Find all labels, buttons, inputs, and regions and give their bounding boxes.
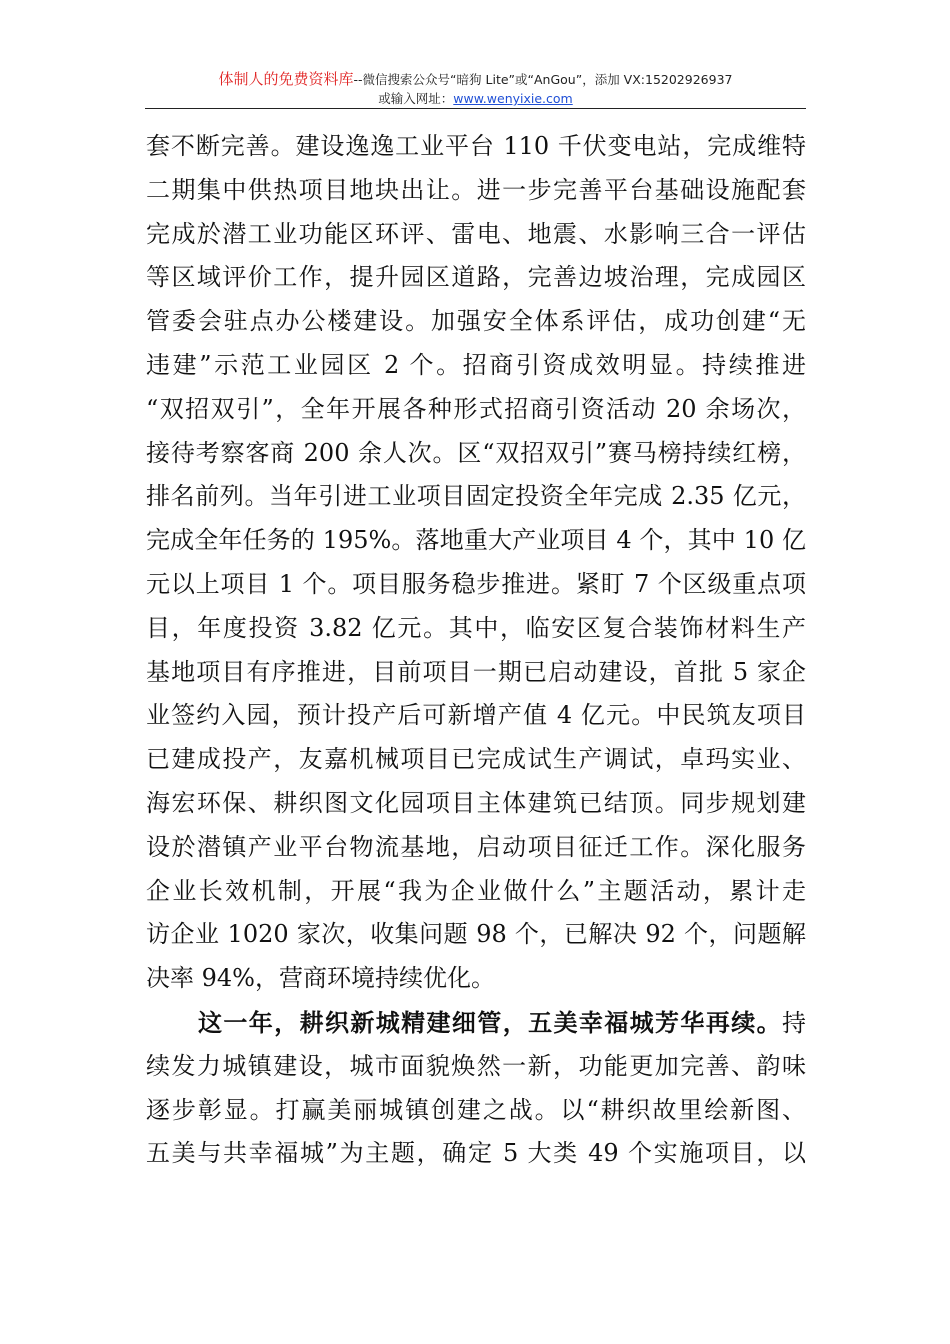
header-divider (145, 108, 806, 109)
text-line: 逐步彰显。打赢美丽城镇创建之战。以“耕织故里绘新图、 (146, 1095, 806, 1124)
text-line: 目，年度投资 3.82 亿元。其中，临安区复合装饰材料生产 (146, 613, 806, 642)
text-line: 海宏环保、耕织图文化园项目主体建筑已结顶。同步规划建 (146, 788, 806, 817)
text-line: 管委会驻点办公楼建设。加强安全体系评估，成功创建“无 (146, 307, 806, 336)
header-brand: 体制人的免费资料库 (218, 70, 354, 88)
text-line: “双招双引”，全年开展各种形式招商引资活动 20 余场次， (146, 394, 806, 423)
paragraph-2 (146, 1001, 806, 1176)
document-header (145, 70, 806, 108)
text-line: 业签约入园，预计投产后可新增产值 4 亿元。中民筑友项目 (146, 701, 806, 730)
text-line: 访企业 1020 家次，收集问题 98 个，已解决 92 个，问题解 (146, 920, 806, 949)
text-line: 套不断完善。建设逸逸工业平台 110 千伏变电站，完成维特 (146, 132, 806, 160)
text-line: 接待考察客商 200 余人次。区“双招双引”赛马榜持续红榜， (146, 438, 806, 467)
text-line: 完成全年任务的 195%。落地重大产业项目 4 个，其中 10 亿 (146, 526, 806, 555)
text-line: 五美与共幸福城”为主题，确定 5 大类 49 个实施项目，以 (146, 1139, 806, 1168)
text-line: 排名前列。当年引进工业项目固定投资全年完成 2.35 亿元， (146, 482, 806, 511)
text-line: 二期集中供热项目地块出让。进一步完善平台基础设施配套 (146, 175, 806, 204)
paragraph-2-lead-rest: 持 (782, 1008, 806, 1037)
text-line: 续发力城镇建设，城市面貌焕然一新，功能更加完善、韵味 (146, 1051, 806, 1080)
document-body (146, 125, 806, 1176)
text-line: 元以上项目 1 个。项目服务稳步推进。紧盯 7 个区级重点项 (146, 569, 806, 598)
text-line: 决率 94%，营商环境持续优化。 (146, 964, 495, 993)
header-promo-line (145, 70, 806, 89)
header-promo: --微信搜索公众号“暗狗 Lite”或“AnGou”，添加 VX:15202926937 (353, 72, 733, 87)
header-url-line (145, 89, 806, 108)
text-line: 等区域评价工作，提升园区道路，完善边坡治理，完成园区 (146, 263, 806, 292)
paragraph-2-lead-bold: 这一年，耕织新城精建细管，五美幸福城芳华再续。 (198, 1007, 782, 1037)
header-url-link[interactable]: www.wenyixie.com (453, 91, 573, 106)
text-line: 企业长效机制，开展“我为企业做什么”主题活动，累计走 (146, 876, 806, 905)
text-line: 完成於潜工业功能区环评、雷电、地震、水影响三合一评估 (146, 219, 806, 248)
text-line: 设於潜镇产业平台物流基地，启动项目征迁工作。深化服务 (146, 832, 806, 861)
header-url-prefix: 或输入网址： (378, 91, 454, 106)
paragraph-1 (146, 125, 806, 1001)
text-line: 已建成投产，友嘉机械项目已完成试生产调试，卓玛实业、 (146, 745, 806, 774)
text-line: 基地项目有序推进，目前项目一期已启动建设，首批 5 家企 (146, 657, 806, 686)
paragraph-2-lead-line (146, 1001, 806, 1045)
text-line: 违建”示范工业园区 2 个。招商引资成效明显。持续推进 (146, 350, 806, 379)
